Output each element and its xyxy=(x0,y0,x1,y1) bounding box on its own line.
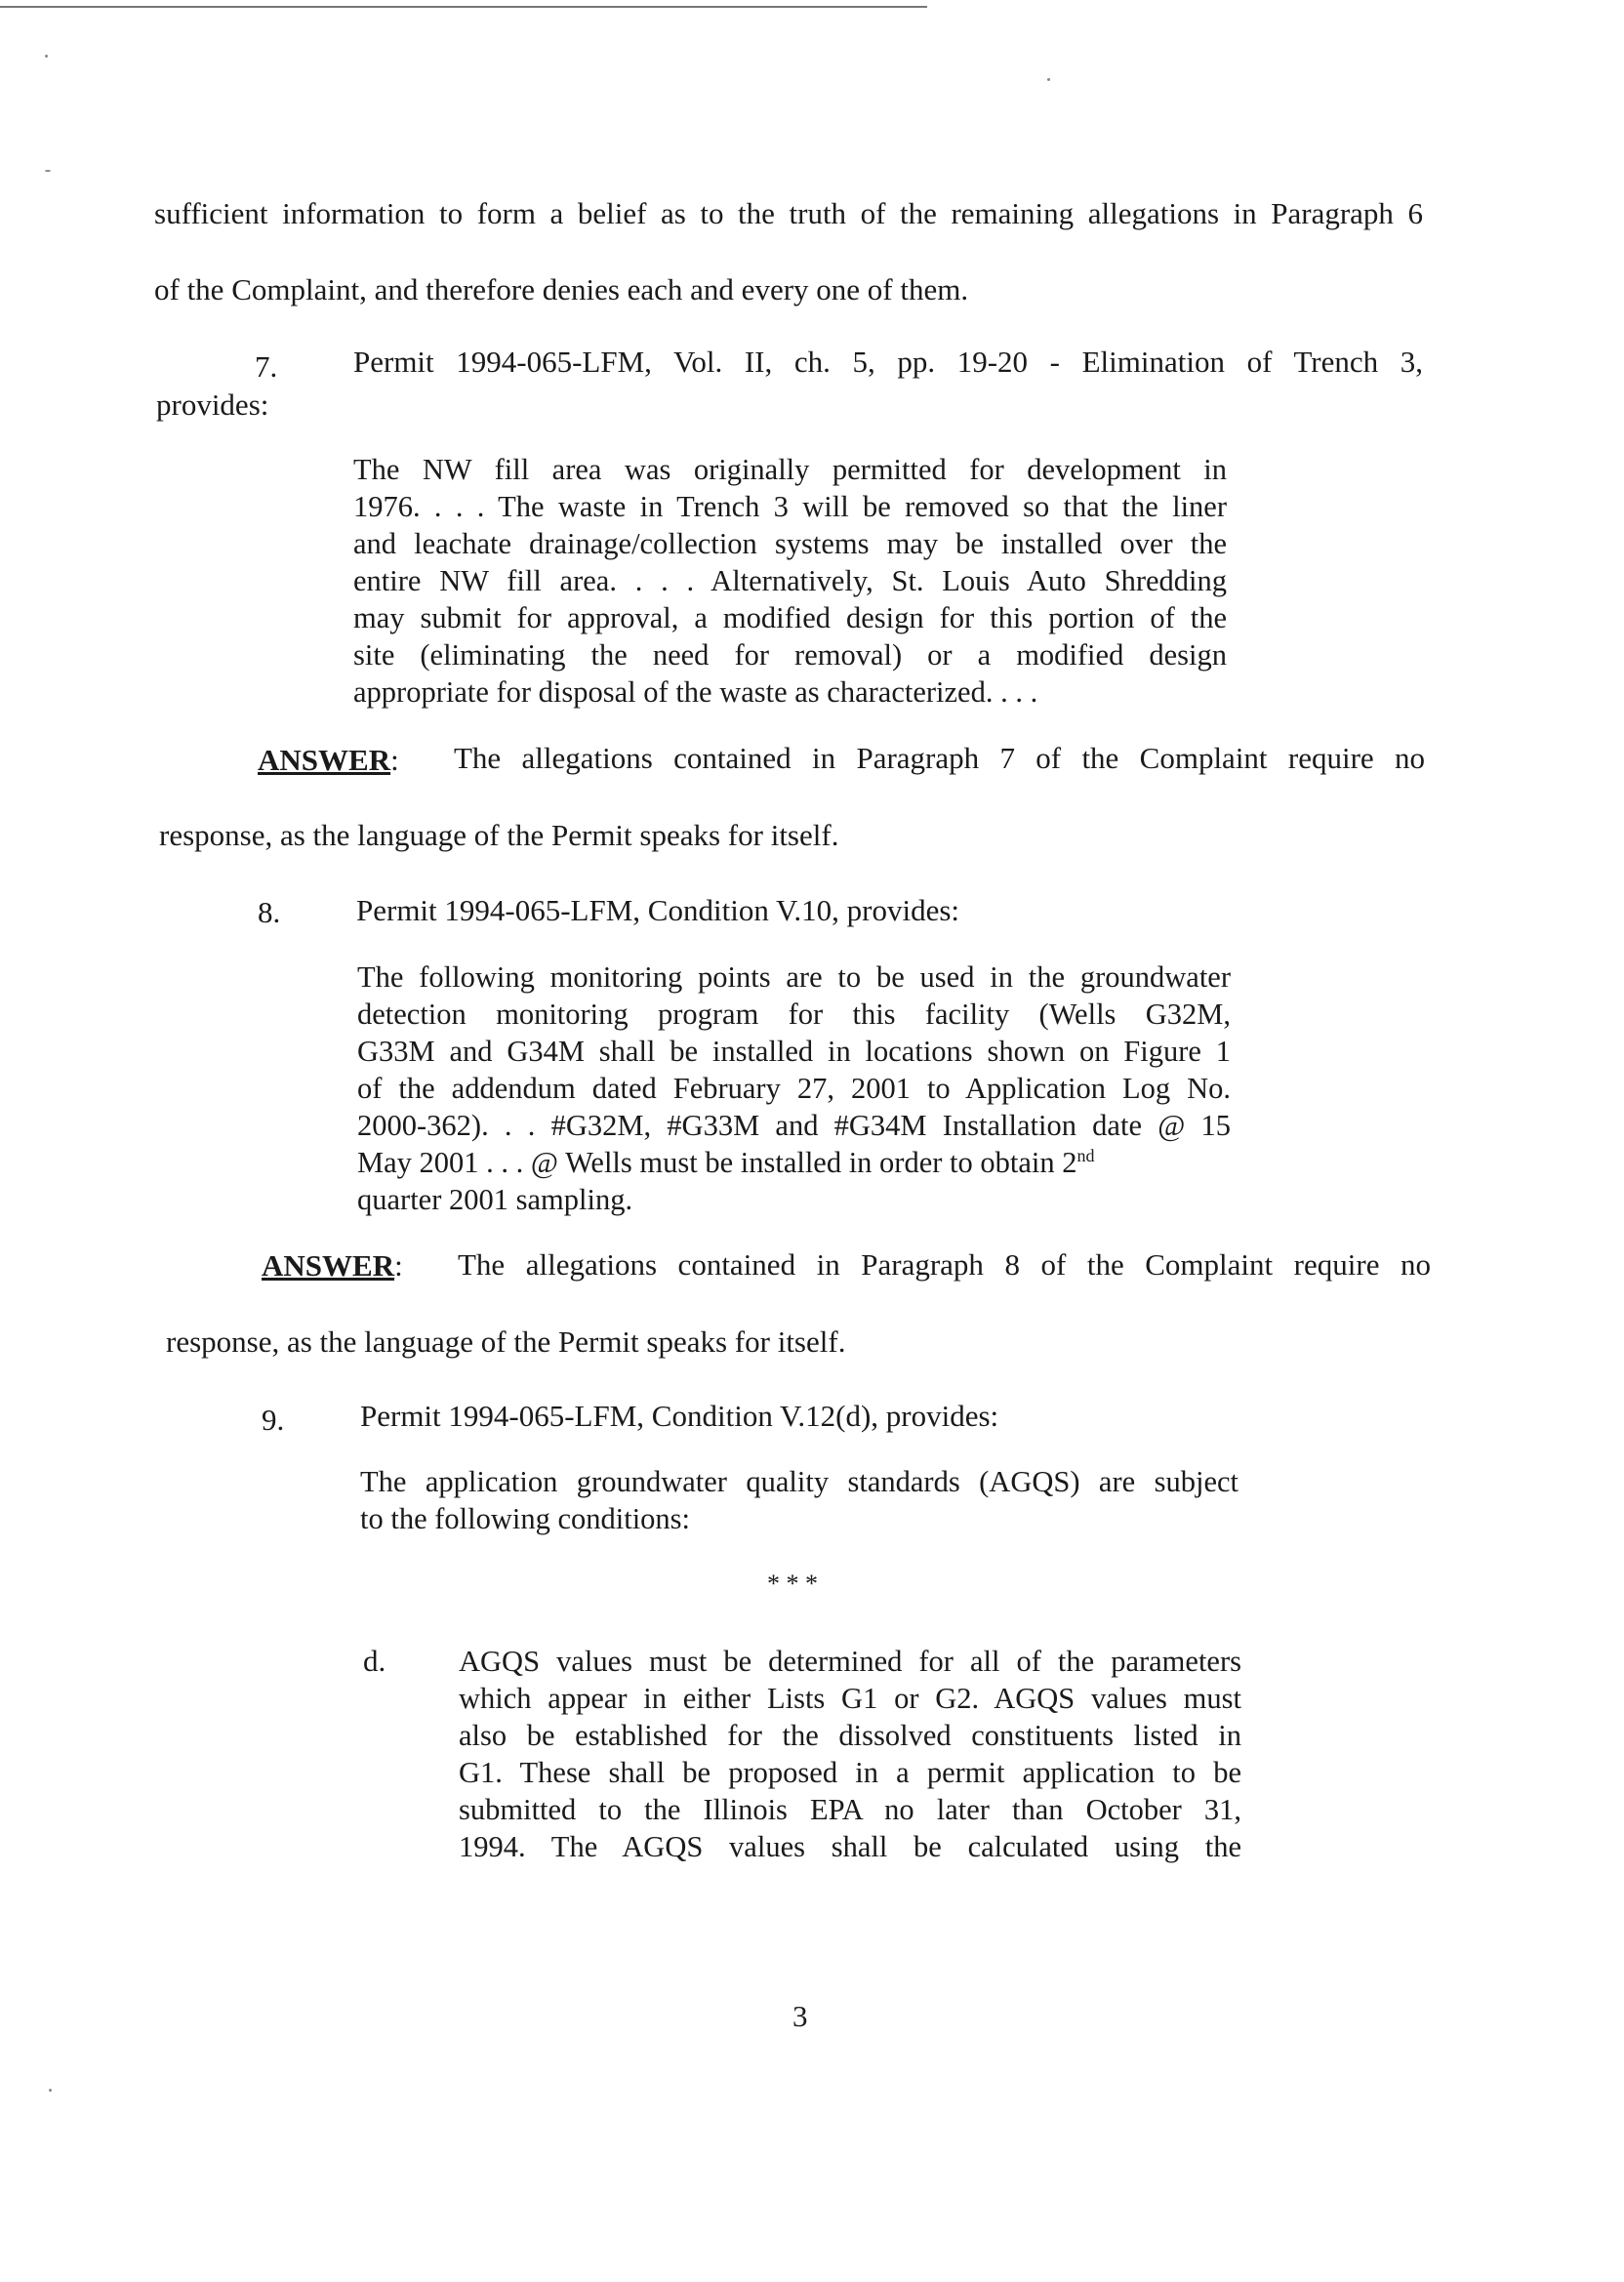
quote-line: detection monitoring program for this facility (Wells G32M, xyxy=(357,998,1231,1031)
paragraph-8-answer-line-2: response, as the language of the Permit speaks for itself. xyxy=(166,1324,846,1359)
quote-line: and leachate drainage/collection systems may be installed over the xyxy=(353,527,1227,560)
quote-line-text: May 2001 . . . @ Wells must be installed in order to obtain 2 xyxy=(357,1146,1077,1179)
paragraph-9-heading: Permit 1994-065-LFM, Condition V.12(d), provides: xyxy=(360,1399,999,1433)
quote-line: The application groundwater quality standards (AGQS) are subject xyxy=(360,1465,1238,1498)
quote-line: of the addendum dated February 27, 2001 to Application Log No. xyxy=(357,1072,1231,1105)
paragraph-7-answer-line-1: The allegations contained in Paragraph 7 of the Complaint require no xyxy=(454,741,1425,775)
quote-line: appropriate for disposal of the waste as characterized. . . . xyxy=(353,675,1038,709)
continuation-line-1: sufficient information to form a belief as to the truth of the remaining allegations in Paragraph 6 xyxy=(154,196,1423,230)
quote-line: to the following conditions: xyxy=(360,1502,691,1535)
paragraph-7-heading: Permit 1994-065-LFM, Vol. II, ch. 5, pp. 19-20 - Elimination of Trench 3, xyxy=(353,345,1423,379)
quote-line: quarter 2001 sampling. xyxy=(357,1183,633,1216)
item-line: AGQS values must be determined for all of the parameters xyxy=(459,1645,1241,1678)
item-line: G1. These shall be proposed in a permit application to be xyxy=(459,1756,1241,1789)
answer-label: ANSWER xyxy=(258,743,391,777)
quote-line: The NW fill area was originally permitted for development in xyxy=(353,453,1227,486)
paragraph-8-answer-row: ANSWER: xyxy=(262,1248,403,1283)
quote-line: The following monitoring points are to be used in the groundwater xyxy=(357,960,1231,994)
item-line: also be established for the dissolved constituents listed in xyxy=(459,1719,1241,1752)
paragraph-8-number: 8. xyxy=(258,895,281,929)
quote-line: 1976. . . . The waste in Trench 3 will be removed so that the liner xyxy=(353,490,1227,523)
answer-label: ANSWER xyxy=(262,1248,395,1283)
quote-line: entire NW fill area. . . . Alternatively, St. Louis Auto Shredding xyxy=(353,564,1227,597)
paragraph-7-answer-row: ANSWER: xyxy=(258,743,399,777)
paragraph-8-answer-line-1: The allegations contained in Paragraph 8 of the Complaint require no xyxy=(458,1247,1431,1282)
scan-speck xyxy=(45,55,48,58)
scan-speck xyxy=(49,2089,52,2092)
paragraph-7-number: 7. xyxy=(255,349,278,384)
quote-line: 2000-362). . . #G32M, #G33M and #G34M Installation date @ 15 xyxy=(357,1109,1231,1142)
item-d-label: d. xyxy=(363,1644,386,1678)
page-number: 3 xyxy=(792,1999,808,2033)
paragraph-7-answer-line-2: response, as the language of the Permit speaks for itself. xyxy=(159,818,839,852)
superscript-nd: nd xyxy=(1076,1145,1095,1165)
item-line: which appear in either Lists G1 or G2. AGQS values must xyxy=(459,1682,1241,1715)
quote-line xyxy=(357,1144,1231,1181)
item-line: 1994. The AGQS values shall be calculated using the xyxy=(459,1830,1241,1863)
scan-speck xyxy=(45,170,51,172)
scan-speck xyxy=(1047,78,1050,81)
paragraph-9-number: 9. xyxy=(262,1403,285,1437)
ellipsis-asterisks: * * * xyxy=(767,1569,818,1598)
continuation-line-2: of the Complaint, and therefore denies each and every one of them. xyxy=(154,272,969,306)
paragraph-8-heading: Permit 1994-065-LFM, Condition V.10, provides: xyxy=(356,893,960,927)
quote-line: site (eliminating the need for removal) or a modified design xyxy=(353,638,1227,672)
quote-line: G33M and G34M shall be installed in locations shown on Figure 1 xyxy=(357,1035,1231,1068)
item-line: submitted to the Illinois EPA no later than October 31, xyxy=(459,1793,1241,1826)
paragraph-7-provides: provides: xyxy=(156,387,269,422)
top-scan-rule xyxy=(0,6,927,8)
quote-line: may submit for approval, a modified design for this portion of the xyxy=(353,601,1227,634)
